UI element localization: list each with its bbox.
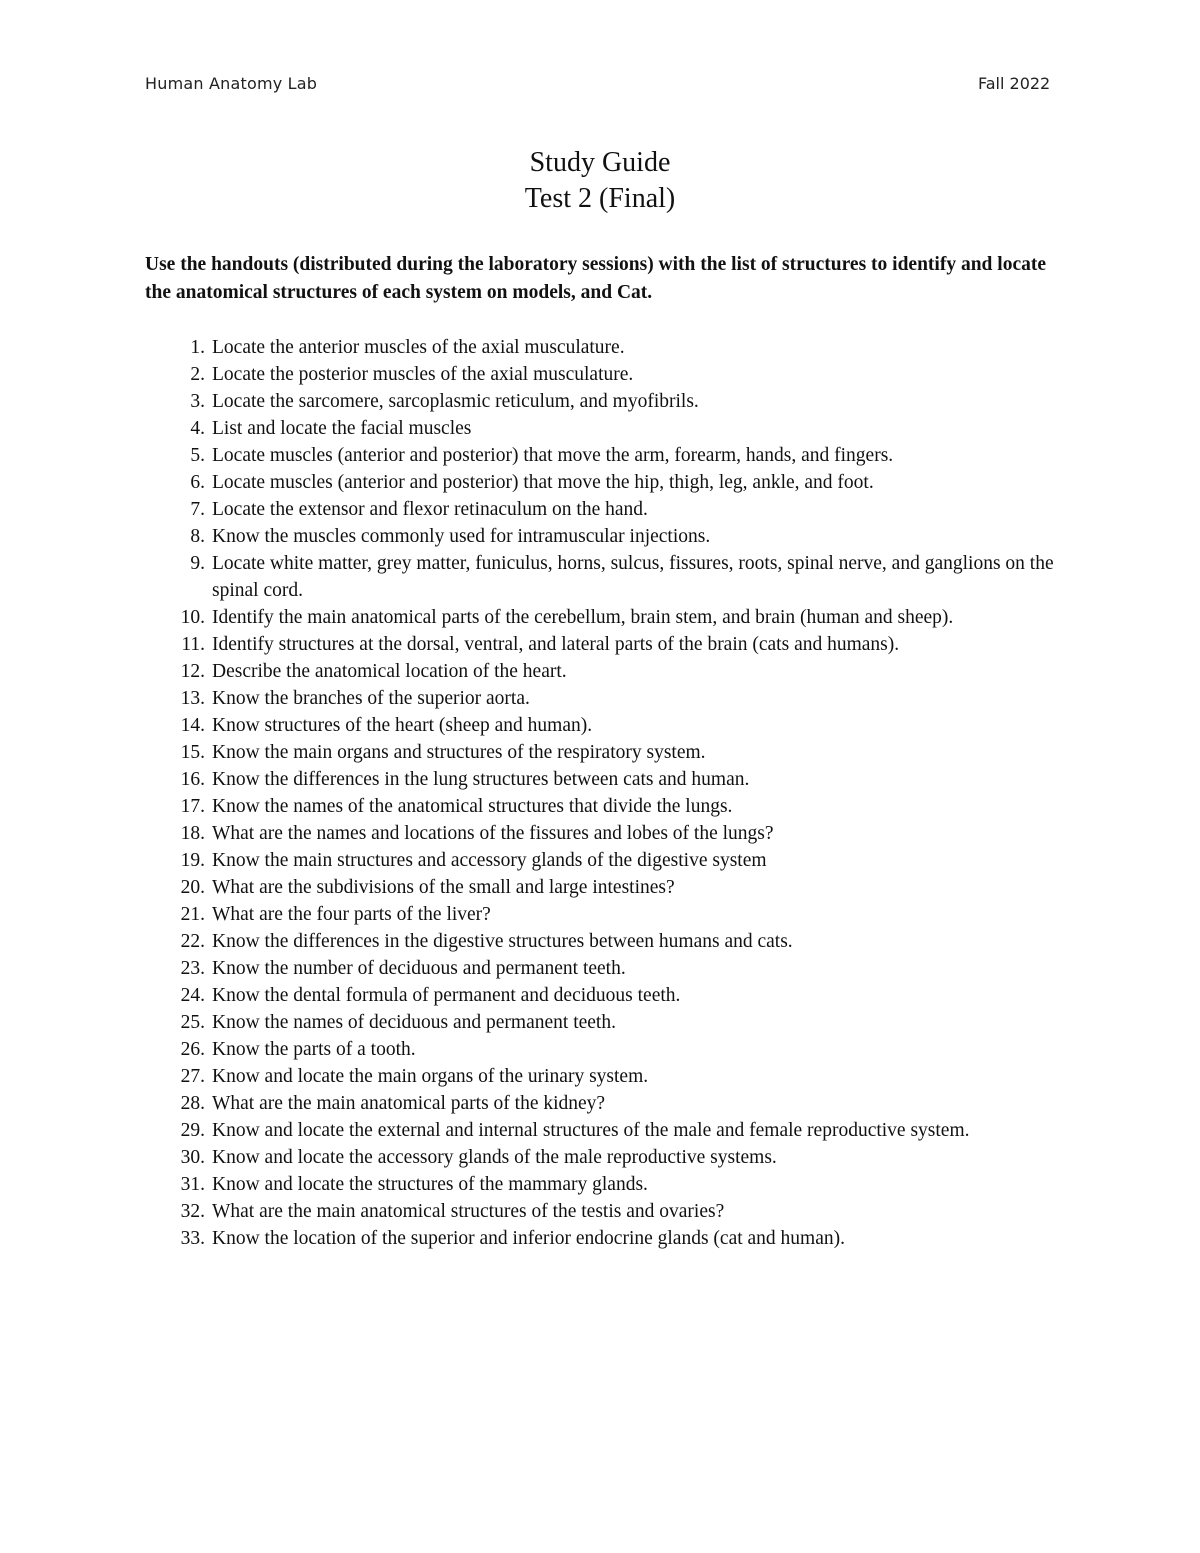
list-item-text: Know the names of deciduous and permanent teeth. <box>212 1012 616 1033</box>
list-item-number: 22. <box>180 931 205 952</box>
list-item-text: Locate white matter, grey matter, funiculus, horns, sulcus, fissures, roots, spinal nerve, and ganglions on the spinal cord. <box>212 553 1054 601</box>
list-item-text: Know the main organs and structures of the respiratory system. <box>212 742 706 763</box>
list-item-number: 25. <box>180 1012 205 1033</box>
header-term: Fall 2022 <box>978 74 1051 93</box>
list-item-text: Know the number of deciduous and permanent teeth. <box>212 958 626 979</box>
list-item-text: Know and locate the structures of the mammary glands. <box>212 1174 648 1195</box>
header-course-name: Human Anatomy Lab <box>145 74 318 93</box>
list-item-text: Know structures of the heart (sheep and human). <box>212 715 593 736</box>
list-item <box>145 604 1065 631</box>
list-item-text: Know the main structures and accessory glands of the digestive system <box>212 850 767 871</box>
list-item-number: 5. <box>190 445 205 466</box>
list-item <box>145 1171 1065 1198</box>
list-item-number: 12. <box>180 661 205 682</box>
list-item-number: 14. <box>180 715 205 736</box>
list-item-number: 4. <box>190 418 205 439</box>
list-item <box>145 388 1065 415</box>
list-item <box>145 631 1065 658</box>
list-item <box>145 712 1065 739</box>
list-item-text: Locate the sarcomere, sarcoplasmic reticulum, and myofibrils. <box>212 391 699 412</box>
list-item <box>145 739 1065 766</box>
list-item-number: 13. <box>180 688 205 709</box>
list-item-number: 31. <box>180 1174 205 1195</box>
list-item-number: 30. <box>180 1147 205 1168</box>
title-line-1: Study Guide <box>529 147 671 178</box>
list-item-text: Know the location of the superior and inferior endocrine glands (cat and human). <box>212 1228 845 1249</box>
title-line-2: Test 2 (Final) <box>524 183 676 214</box>
list-item <box>145 1144 1065 1171</box>
study-items-list <box>145 334 1065 1252</box>
list-item <box>145 847 1065 874</box>
list-item-number: 19. <box>180 850 205 871</box>
list-item-number: 23. <box>180 958 205 979</box>
list-item-text: Know and locate the main organs of the urinary system. <box>212 1066 649 1087</box>
list-item-text: What are the main anatomical parts of the kidney? <box>212 1093 606 1114</box>
list-item-text: What are the main anatomical structures of the testis and ovaries? <box>212 1201 725 1222</box>
list-item <box>145 1063 1065 1090</box>
list-item-number: 26. <box>180 1039 205 1060</box>
list-item <box>145 901 1065 928</box>
list-item <box>145 523 1065 550</box>
list-item-text: Know the differences in the lung structures between cats and human. <box>212 769 750 790</box>
list-item-number: 16. <box>180 769 205 790</box>
list-item-text: Identify the main anatomical parts of the cerebellum, brain stem, and brain (human and sheep). <box>212 607 954 628</box>
list-item <box>145 685 1065 712</box>
list-item <box>145 658 1065 685</box>
list-item <box>145 1009 1065 1036</box>
list-item-number: 28. <box>180 1093 205 1114</box>
list-item <box>145 1090 1065 1117</box>
list-item-number: 15. <box>180 742 205 763</box>
list-item <box>145 874 1065 901</box>
list-item <box>145 766 1065 793</box>
list-item-number: 32. <box>180 1201 205 1222</box>
list-item <box>145 820 1065 847</box>
list-item-number: 24. <box>180 985 205 1006</box>
list-item-text: Know and locate the external and internal structures of the male and female reproductive system. <box>212 1120 970 1141</box>
list-item-number: 17. <box>180 796 205 817</box>
list-item-number: 3. <box>190 391 205 412</box>
list-item-number: 7. <box>190 499 205 520</box>
list-item-text: What are the names and locations of the fissures and lobes of the lungs? <box>212 823 774 844</box>
list-item <box>145 496 1065 523</box>
list-item-text: Know the names of the anatomical structures that divide the lungs. <box>212 796 733 817</box>
list-item-text: Locate the extensor and flexor retinaculum on the hand. <box>212 499 648 520</box>
list-item-text: List and locate the facial muscles <box>212 418 472 439</box>
list-item-text: Identify structures at the dorsal, ventral, and lateral parts of the brain (cats and humans). <box>212 634 900 655</box>
list-item-text: Know and locate the accessory glands of the male reproductive systems. <box>212 1147 777 1168</box>
list-item-number: 10. <box>180 607 205 628</box>
list-item <box>145 361 1065 388</box>
list-item-number: 9. <box>190 553 205 574</box>
list-item-number: 27. <box>180 1066 205 1087</box>
list-item <box>145 550 1065 604</box>
list-item-text: Know the parts of a tooth. <box>212 1039 416 1060</box>
list-item-number: 18. <box>180 823 205 844</box>
list-item-number: 11. <box>181 634 205 655</box>
list-item <box>145 955 1065 982</box>
list-item <box>145 442 1065 469</box>
list-item-text: Locate muscles (anterior and posterior) that move the hip, thigh, leg, ankle, and foot. <box>212 472 874 493</box>
list-item <box>145 928 1065 955</box>
list-item-text: What are the subdivisions of the small and large intestines? <box>212 877 675 898</box>
list-item <box>145 793 1065 820</box>
list-item-number: 33. <box>180 1228 205 1249</box>
list-item-text: What are the four parts of the liver? <box>212 904 491 925</box>
list-item <box>145 1225 1065 1252</box>
list-item <box>145 1117 1065 1144</box>
list-item-number: 1. <box>190 337 205 358</box>
list-item-text: Know the muscles commonly used for intramuscular injections. <box>212 526 711 547</box>
list-item <box>145 982 1065 1009</box>
list-item-text: Describe the anatomical location of the heart. <box>212 661 567 682</box>
list-item-text: Locate the anterior muscles of the axial musculature. <box>212 337 625 358</box>
list-item-text: Know the dental formula of permanent and deciduous teeth. <box>212 985 681 1006</box>
list-item-number: 21. <box>180 904 205 925</box>
list-item <box>145 415 1065 442</box>
list-item-text: Know the branches of the superior aorta. <box>212 688 530 709</box>
list-item <box>145 334 1065 361</box>
list-item <box>145 1198 1065 1225</box>
document-title <box>0 145 1200 217</box>
list-item-number: 2. <box>190 364 205 385</box>
list-item <box>145 1036 1065 1063</box>
list-item-number: 20. <box>180 877 205 898</box>
list-item-text: Locate muscles (anterior and posterior) that move the arm, forearm, hands, and fingers. <box>212 445 894 466</box>
list-item-text: Locate the posterior muscles of the axial musculature. <box>212 364 634 385</box>
list-item-number: 8. <box>190 526 205 547</box>
instructions-paragraph: Use the handouts (distributed during the laboratory sessions) with the list of structures to identify and locate the anatomical structures of each system on models, and Cat. <box>145 254 1046 303</box>
list-item <box>145 469 1065 496</box>
list-item-number: 6. <box>190 472 205 493</box>
list-item-text: Know the differences in the digestive structures between humans and cats. <box>212 931 793 952</box>
list-item-number: 29. <box>180 1120 205 1141</box>
